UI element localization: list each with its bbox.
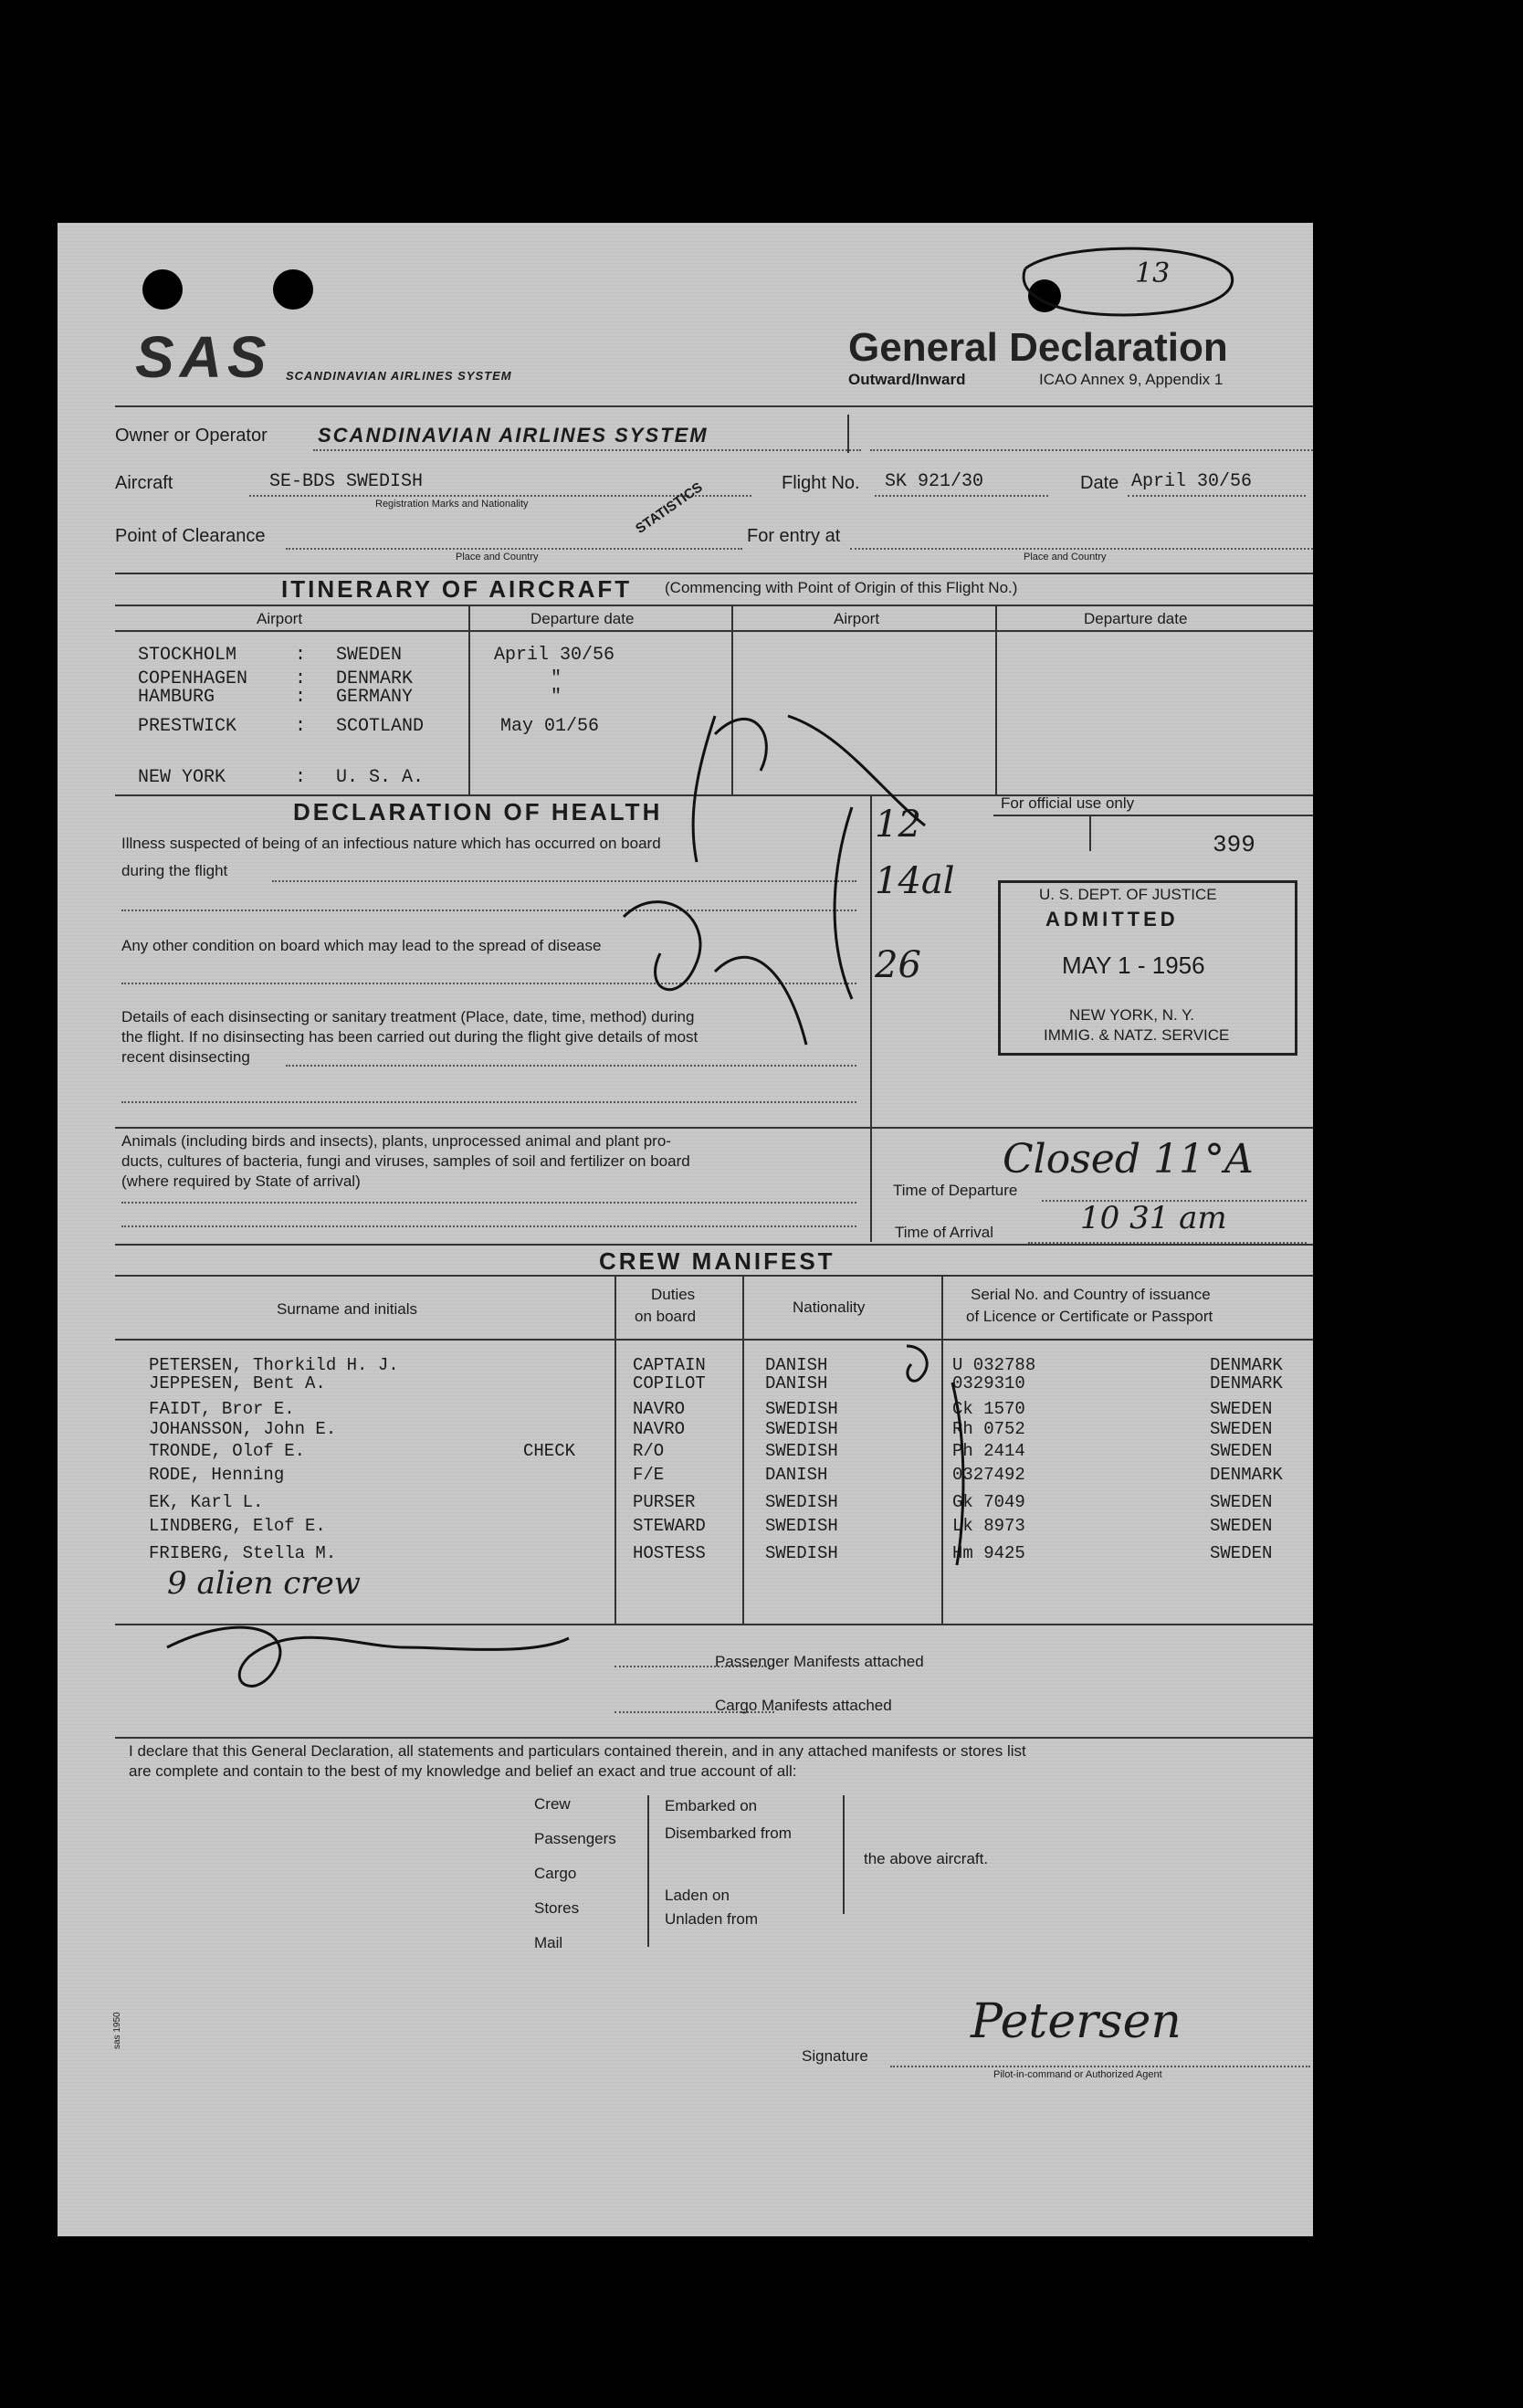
- itinerary-date: ": [551, 687, 562, 708]
- crew-serial: Hm 9425: [952, 1543, 1025, 1563]
- form-subtitle-right: ICAO Annex 9, Appendix 1: [1039, 371, 1224, 388]
- itinerary-title-note: (Commencing with Point of Origin of this Flight No.): [665, 579, 1018, 596]
- health-q2: Any other condition on board which may lead to the spread of disease: [121, 937, 602, 954]
- clearance-label: Point of Clearance: [115, 526, 266, 546]
- declaration-item: Passengers: [534, 1830, 616, 1847]
- hand-number-1: 12: [875, 804, 921, 846]
- cargo-manifests: Cargo Manifests attached: [715, 1697, 892, 1714]
- itinerary-sep: :: [295, 668, 307, 689]
- crew-note: CHECK: [523, 1441, 576, 1461]
- flight-value: SK 921/30: [885, 471, 984, 492]
- crew-duty: NAVRO: [633, 1399, 686, 1419]
- crew-nationality: SWEDISH: [765, 1441, 838, 1461]
- itinerary-col-airport-1: Airport: [257, 610, 303, 627]
- declaration-above: the above aircraft.: [864, 1850, 989, 1867]
- crew-duty: COPILOT: [633, 1373, 706, 1393]
- crew-nationality: DANISH: [765, 1355, 828, 1375]
- itinerary-country: DENMARK: [336, 668, 414, 689]
- health-q1b: during the flight: [121, 862, 228, 879]
- signature-value: Petersen: [971, 1994, 1182, 2049]
- declaration-unladen: Unladen from: [665, 1910, 759, 1928]
- official-label: For official use only: [1001, 794, 1135, 812]
- crew-serial: Lk 8973: [952, 1516, 1025, 1536]
- crew-col-serial-2: of Licence or Certificate or Passport: [966, 1308, 1213, 1325]
- health-q3c: recent disinsecting: [121, 1048, 250, 1066]
- page-mark-circle: [1024, 248, 1233, 315]
- crew-name: FAIDT, Bror E.: [149, 1399, 295, 1419]
- form-title: General Declaration: [848, 325, 1228, 370]
- itinerary-col-departure-1: Departure date: [530, 610, 635, 627]
- flight-label: Flight No.: [782, 473, 860, 493]
- declaration-item: Stores: [534, 1899, 580, 1917]
- crew-title: CREW MANIFEST: [599, 1247, 835, 1275]
- page-mark: 13: [1135, 258, 1171, 289]
- health-q4b: ducts, cultures of bacteria, fungi and viruses, samples of soil and fertilizer on board: [121, 1152, 690, 1170]
- official-number: 399: [1213, 831, 1255, 858]
- crew-nationality: DANISH: [765, 1465, 828, 1485]
- clearance-note: Place and Country: [456, 552, 539, 563]
- health-q3b: the flight. If no disinsecting has been carried out during the flight give details of most: [121, 1028, 698, 1046]
- crew-country: SWEDEN: [1210, 1543, 1273, 1563]
- date-value: April 30/56: [1131, 471, 1253, 492]
- itinerary-city: HAMBURG: [138, 687, 215, 708]
- health-title: DECLARATION OF HEALTH: [293, 798, 663, 825]
- aircraft-value: SE-BDS SWEDISH: [269, 471, 424, 492]
- hand-number-2: 14al: [875, 860, 955, 902]
- crew-duty: NAVRO: [633, 1419, 686, 1439]
- aircraft-note: Registration Marks and Nationality: [375, 499, 529, 510]
- crew-name: JEPPESEN, Bent A.: [149, 1373, 326, 1393]
- crew-name: EK, Karl L.: [149, 1492, 264, 1512]
- crew-country: DENMARK: [1210, 1373, 1283, 1393]
- date-label: Date: [1080, 473, 1119, 493]
- itinerary-city: NEW YORK: [138, 767, 226, 788]
- entry-note: Place and Country: [1024, 552, 1107, 563]
- crew-country: SWEDEN: [1210, 1516, 1273, 1536]
- owner-value: SCANDINAVIAN AIRLINES SYSTEM: [318, 424, 709, 447]
- crew-duty: CAPTAIN: [633, 1355, 706, 1375]
- crew-country: DENMARK: [1210, 1465, 1283, 1485]
- crew-country: SWEDEN: [1210, 1441, 1273, 1461]
- crew-name: PETERSEN, Thorkild H. J.: [149, 1355, 399, 1375]
- handwriting-overlay: [58, 223, 1313, 2236]
- itinerary-country: U. S. A.: [336, 767, 425, 788]
- itinerary-city: STOCKHOLM: [138, 645, 237, 666]
- itinerary-date: ": [551, 668, 562, 689]
- time-arrival-label: Time of Arrival: [895, 1224, 994, 1241]
- crew-duty: STEWARD: [633, 1516, 706, 1536]
- itinerary-date: May 01/56: [500, 716, 600, 737]
- crew-duty: PURSER: [633, 1492, 696, 1512]
- official-bracket: [835, 807, 852, 999]
- crew-nationality: SWEDISH: [765, 1492, 838, 1512]
- crew-name: TRONDE, Olof E.: [149, 1441, 306, 1461]
- declaration-disembarked: Disembarked from: [665, 1824, 792, 1842]
- itinerary-sep: :: [295, 767, 307, 788]
- stamp-line4: NEW YORK, N. Y.: [1069, 1006, 1194, 1024]
- scribble-signature-2: [624, 902, 806, 1045]
- hand-number-3: 26: [875, 944, 921, 986]
- crew-duty: HOSTESS: [633, 1543, 706, 1563]
- health-q4c: (where required by State of arrival): [121, 1172, 361, 1190]
- crew-name: JOHANSSON, John E.: [149, 1419, 337, 1439]
- crew-serial: Rh 0752: [952, 1419, 1025, 1439]
- owner-label: Owner or Operator: [115, 426, 268, 446]
- stamp-line5: IMMIG. & NATZ. SERVICE: [1044, 1026, 1230, 1044]
- health-q4a: Animals (including birds and insects), plants, unprocessed animal and plant pro-: [121, 1132, 671, 1150]
- crew-serial: 0327492: [952, 1465, 1025, 1485]
- crew-signature: [167, 1627, 569, 1686]
- declaration-item: Cargo: [534, 1865, 577, 1882]
- passenger-manifests: Passenger Manifests attached: [715, 1653, 924, 1670]
- declaration-line2: are complete and contain to the best of my knowledge and belief an exact and true account of all:: [129, 1762, 797, 1780]
- crew-col-duties-1: Duties: [651, 1286, 696, 1303]
- time-departure-label: Time of Departure: [893, 1182, 1018, 1199]
- crew-name: FRIBERG, Stella M.: [149, 1543, 337, 1563]
- health-q3a: Details of each disinsecting or sanitary treatment (Place, date, time, method) during: [121, 1008, 695, 1025]
- crew-col-serial-1: Serial No. and Country of issuance: [971, 1286, 1211, 1303]
- crew-country: SWEDEN: [1210, 1399, 1273, 1419]
- crew-initials: [907, 1346, 927, 1381]
- crew-duty: F/E: [633, 1465, 665, 1485]
- logo-subtitle: SCANDINAVIAN AIRLINES SYSTEM: [286, 369, 512, 383]
- crew-col-name: Surname and initials: [277, 1300, 418, 1318]
- crew-tick: [952, 1383, 963, 1565]
- crew-serial: U 032788: [952, 1355, 1036, 1375]
- itinerary-country: SWEDEN: [336, 645, 403, 666]
- declaration-item: Mail: [534, 1934, 563, 1951]
- crew-duty: R/O: [633, 1441, 665, 1461]
- declaration-item: Crew: [534, 1795, 571, 1813]
- itinerary-country: SCOTLAND: [336, 716, 425, 737]
- itinerary-sep: :: [295, 716, 307, 737]
- document-page: [58, 223, 1313, 2236]
- itinerary-sep: :: [295, 645, 307, 666]
- crew-nationality: SWEDISH: [765, 1399, 838, 1419]
- time-arrival-value: 10 31 am: [1080, 1200, 1227, 1236]
- aircraft-label: Aircraft: [115, 473, 173, 493]
- declaration-laden: Laden on: [665, 1887, 730, 1904]
- crew-serial: Gk 7049: [952, 1492, 1025, 1512]
- sas-logo: SAS: [135, 324, 272, 390]
- time-departure-value: Closed 11°A: [1003, 1136, 1254, 1183]
- entry-label: For entry at: [747, 526, 841, 546]
- signature-note: Pilot-in-command or Authorized Agent: [993, 2069, 1162, 2080]
- statistics-stamp: STATISTICS: [633, 479, 706, 537]
- itinerary-col-departure-2: Departure date: [1084, 610, 1188, 627]
- crew-nationality: SWEDISH: [765, 1516, 838, 1536]
- crew-serial: Ck 1570: [952, 1399, 1025, 1419]
- itinerary-city: PRESTWICK: [138, 716, 237, 737]
- crew-country: SWEDEN: [1210, 1419, 1273, 1439]
- form-subtitle-left: Outward/Inward: [848, 371, 966, 388]
- crew-col-nationality: Nationality: [793, 1299, 866, 1316]
- crew-serial: 0329310: [952, 1373, 1025, 1393]
- itinerary-date: April 30/56: [494, 645, 615, 666]
- crew-country: SWEDEN: [1210, 1492, 1273, 1512]
- crew-name: LINDBERG, Elof E.: [149, 1516, 326, 1536]
- crew-col-duties-2: on board: [635, 1308, 697, 1325]
- health-q1: Illness suspected of being of an infectious nature which has occurred on board: [121, 835, 661, 852]
- crew-hand-note: 9 alien crew: [167, 1565, 361, 1602]
- stamp-line1: U. S. DEPT. OF JUSTICE: [1039, 886, 1217, 903]
- crew-nationality: SWEDISH: [765, 1543, 838, 1563]
- itinerary-col-airport-2: Airport: [834, 610, 880, 627]
- declaration-embarked: Embarked on: [665, 1797, 758, 1814]
- signature-label: Signature: [802, 2047, 868, 2065]
- itinerary-country: GERMANY: [336, 687, 414, 708]
- stamp-date: MAY 1 - 1956: [1062, 952, 1205, 979]
- declaration-line1: I declare that this General Declaration, all statements and particulars contained therein, and in any attached manifests or stores list: [129, 1742, 1026, 1760]
- crew-nationality: SWEDISH: [765, 1419, 838, 1439]
- form-code: sas 1950: [112, 2012, 122, 2049]
- crew-country: DENMARK: [1210, 1355, 1283, 1375]
- itinerary-title: ITINERARY OF AIRCRAFT: [281, 575, 633, 603]
- crew-serial: Ph 2414: [952, 1441, 1025, 1461]
- itinerary-sep: :: [295, 687, 307, 708]
- crew-name: RODE, Henning: [149, 1465, 285, 1485]
- crew-nationality: DANISH: [765, 1373, 828, 1393]
- itinerary-city: COPENHAGEN: [138, 668, 248, 689]
- scribble-signature-1: [693, 716, 925, 862]
- stamp-line2: ADMITTED: [1045, 908, 1179, 931]
